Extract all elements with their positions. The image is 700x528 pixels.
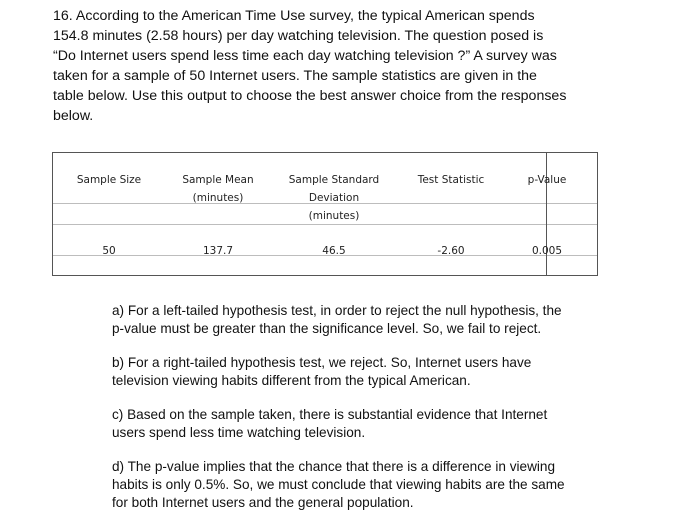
question-line: below. — [53, 108, 94, 124]
header-sample-mean: Sample Mean (minutes) — [182, 174, 254, 204]
header-p-value: p-Value — [527, 174, 567, 186]
cell-sample-mean: 137.7 — [202, 245, 234, 257]
cell-p-value: 0.005 — [531, 245, 563, 257]
question-line: “Do Internet users spend less time each day watching television ?” A survey was — [53, 48, 557, 64]
question-text — [53, 6, 653, 126]
answer-line: p-value must be greater than the significance level. So, we fail to reject. — [112, 321, 542, 336]
header-sample-std-dev: Sample Standard Deviation (minutes) — [288, 174, 380, 222]
question-line: 154.8 minutes (2.58 hours) per day watching television. The question posed is — [53, 28, 544, 44]
header-sample-size: Sample Size — [76, 174, 142, 186]
answer-line: b) For a right-tailed hypothesis test, we reject. So, Internet users have — [112, 355, 532, 370]
answer-line: television viewing habits different from the typical American. — [112, 373, 471, 388]
answer-choice-b[interactable] — [112, 354, 672, 390]
answer-line: d) The p-value implies that the chance that there is a difference in viewing — [112, 459, 556, 474]
answer-line: habits is only 0.5%. So, we must conclude that viewing habits are the same — [112, 477, 565, 492]
answer-choice-c[interactable] — [112, 406, 672, 442]
cell-test-statistic: -2.60 — [437, 245, 465, 257]
answer-line: c) Based on the sample taken, there is substantial evidence that Internet — [112, 407, 548, 422]
answer-line: for both Internet users and the general population. — [112, 495, 414, 510]
question-line: table below. Use this output to choose the best answer choice from the responses — [53, 88, 567, 104]
header-test-statistic: Test Statistic — [417, 174, 485, 186]
question-line: 16. According to the American Time Use survey, the typical American spends — [53, 8, 535, 24]
answer-line: a) For a left-tailed hypothesis test, in order to reject the null hypothesis, the — [112, 303, 562, 318]
answer-line: users spend less time watching television. — [112, 425, 366, 440]
question-line: taken for a sample of 50 Internet users. The sample statistics are given in the — [53, 68, 537, 84]
statistics-table — [52, 152, 598, 276]
answer-choices — [112, 302, 672, 528]
answer-choice-d[interactable] — [112, 458, 672, 512]
cell-sample-size: 50 — [102, 245, 116, 257]
answer-choice-a[interactable] — [112, 302, 672, 338]
cell-sample-std-dev: 46.5 — [322, 245, 346, 257]
